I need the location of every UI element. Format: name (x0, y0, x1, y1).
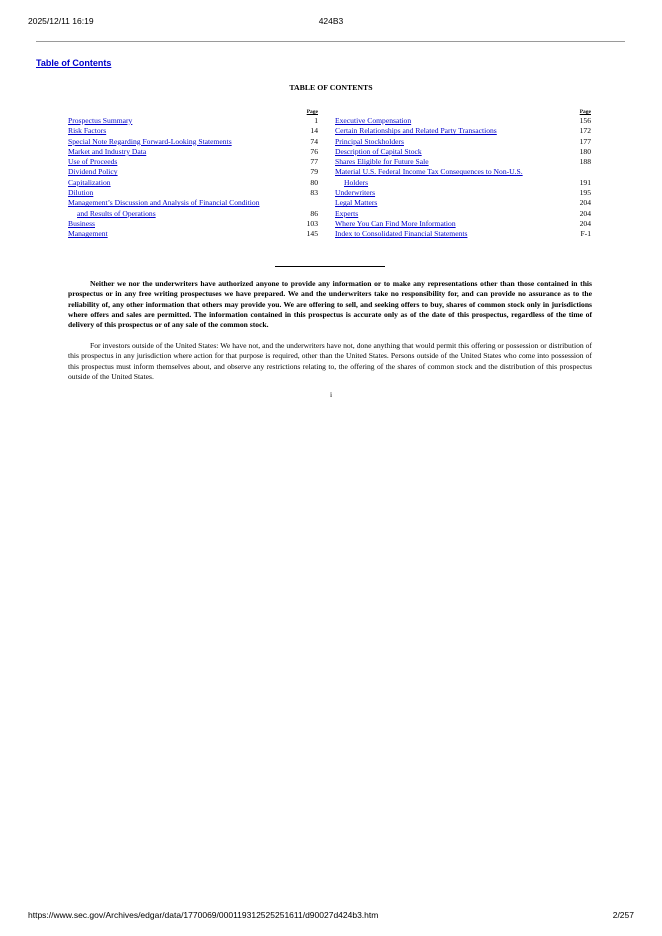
table-of-contents-link[interactable]: Table of Contents (36, 58, 112, 68)
toc-entry-label: Special Note Regarding Forward-Looking Statements (68, 136, 232, 146)
toc-entry (335, 157, 591, 167)
toc-entry-label: Capitalization (68, 177, 111, 187)
toc-entry-link-continued[interactable]: and Results of Operations (77, 208, 156, 218)
toc-entry-page: 83 (310, 188, 318, 198)
page-number: i (329, 390, 333, 399)
toc-entry-label: Dilution (68, 188, 94, 198)
toc-entry (335, 126, 591, 136)
toc-entry-page: 74 (310, 136, 318, 146)
print-url: https://www.sec.gov/Archives/edgar/data/1770069/000119312525251611/d90027d424b3.htm (28, 910, 379, 920)
toc-entry-link[interactable] (335, 198, 377, 207)
toc-entry (335, 219, 591, 229)
toc-entry-label: Description of Capital Stock (335, 146, 422, 156)
toc-entry-label: Material U.S. Federal Income Tax Consequences to Non-U.S. (335, 167, 523, 177)
print-datetime: 2025/12/11 16:19 (28, 16, 94, 26)
toc-entry-label: Index to Consolidated Financial Statements (335, 229, 468, 239)
toc-entry-label: Risk Factors (68, 126, 107, 136)
toc-entry-page: 80 (310, 177, 318, 187)
toc-entry (68, 178, 318, 188)
toc-entry-link[interactable] (335, 219, 456, 228)
toc-heading: TABLE OF CONTENTS (289, 83, 373, 92)
toc-entry (335, 167, 591, 188)
toc-entry (335, 209, 591, 219)
top-divider (36, 41, 625, 42)
toc-entry-link[interactable] (68, 178, 111, 187)
toc-entry-link[interactable] (335, 157, 429, 166)
toc-entry-link[interactable] (68, 147, 146, 156)
toc-entry-link[interactable] (335, 126, 497, 135)
toc-entry (335, 198, 591, 208)
toc-entry-page: 79 (310, 167, 318, 177)
toc-entry-page: 204 (579, 218, 591, 228)
toc-entry-page: 145 (306, 229, 318, 239)
print-doc-title: 424B3 (318, 16, 344, 26)
toc-entry (335, 147, 591, 157)
toc-entry-page: 191 (579, 177, 591, 187)
toc-entry-link[interactable] (335, 137, 404, 146)
toc-left-column (68, 108, 318, 240)
toc-entry-page: 180 (579, 146, 591, 156)
toc-entry-label: Legal Matters (335, 198, 378, 208)
toc-entry (335, 137, 591, 147)
toc-entry (335, 188, 591, 198)
toc-entry-page: 76 (310, 146, 318, 156)
toc-entry-link[interactable] (68, 229, 108, 238)
toc-entry-page: 172 (579, 126, 591, 136)
investors-outside-us-paragraph: For investors outside of the United States: We have not, and the underwriters have not, done anything that would permit this offering or possession or distribution of this prospectus in any jurisdiction where action for that purpose is required, other than the United States. Persons outside of the United States who come into possession of this prospectus must inform themselves about, and observe any restrictions relating to, the offering of the shares of common stock and the distribution of this prospectus outside of the United States. (68, 341, 592, 381)
toc-entry (68, 198, 318, 219)
section-separator (275, 266, 385, 267)
print-page-count: 2/257 (612, 910, 634, 920)
toc-entry-label: Management’s Discussion and Analysis of Financial Condition (68, 198, 260, 208)
toc-entry (68, 147, 318, 157)
toc-entry-link[interactable] (335, 167, 523, 176)
page-column-heading: Page (306, 109, 318, 115)
toc-entry-label: Where You Can Find More Information (335, 218, 456, 228)
toc-entry-link[interactable] (335, 147, 422, 156)
toc-entry-link[interactable] (68, 116, 132, 125)
toc-entry-label: Principal Stockholders (335, 136, 404, 146)
toc-entry (68, 137, 318, 147)
toc-entry-label: Dividend Policy (68, 167, 118, 177)
toc-entry-link[interactable] (335, 209, 358, 218)
toc-entry-page: 156 (579, 116, 591, 125)
toc-entry-label: Business (68, 218, 96, 228)
toc-entry-page: 204 (579, 198, 591, 208)
toc-entry-page: 195 (579, 188, 591, 198)
toc-entry-link[interactable] (68, 126, 106, 135)
toc-entry-label: Market and Industry Data (68, 146, 147, 156)
disclaimer-paragraph: Neither we nor the underwriters have authorized anyone to provide any information or to make any representations other than those contained in this prospectus or in any free writing prospectuses we have prepared. We and the underwriters take no responsibility for, and can provide no assurance as to the reliability of, any other information that others may provide you. We are offering to sell, and seeking offers to buy, shares of common stock only in jurisdictions where offers and sales are permitted. The information contained in this prospectus is accurate only as of the date of this prospectus, regardless of the time of delivery of this prospectus or of any sale of the common stock. (68, 279, 592, 330)
toc-entry-link[interactable] (68, 188, 93, 197)
print-header (28, 16, 634, 28)
toc-entry-label: Certain Relationships and Related Party Transactions (335, 126, 497, 136)
toc-entry (335, 116, 591, 126)
toc-entry (68, 167, 318, 177)
toc-entry-page: 103 (306, 218, 318, 228)
print-footer (28, 910, 634, 922)
toc-entry-page: 204 (579, 208, 591, 218)
toc-entry-link[interactable] (68, 198, 260, 207)
toc-right-column (335, 108, 591, 240)
toc-entry-page: 14 (310, 126, 318, 136)
toc-entry-page: 1 (314, 116, 318, 125)
toc-entry (335, 229, 591, 239)
toc-entry-link[interactable] (68, 157, 117, 166)
toc-entry-label: Prospectus Summary (68, 116, 133, 125)
toc-entry (68, 157, 318, 167)
toc-entry-link[interactable] (68, 219, 95, 228)
toc-entry-page: F-1 (580, 229, 591, 239)
toc-entry (68, 219, 318, 229)
page-column-heading: Page (579, 109, 591, 115)
toc-entry-page: 177 (579, 136, 591, 146)
toc-entry-link[interactable] (68, 137, 232, 146)
toc-entry-link[interactable] (335, 116, 411, 125)
toc-entry-link[interactable] (335, 229, 467, 238)
toc-entry (68, 229, 318, 239)
toc-entry (68, 116, 318, 126)
toc-entry-link[interactable] (68, 167, 118, 176)
toc-entry-label: Executive Compensation (335, 116, 412, 125)
toc-entry-link[interactable] (335, 188, 375, 197)
toc-entry-page: 188 (579, 157, 591, 167)
toc-entry-page: 86 (310, 208, 318, 218)
toc-entry-label: Underwriters (335, 188, 376, 198)
toc-entry-label: Shares Eligible for Future Sale (335, 157, 429, 167)
toc-entry-label: Experts (335, 208, 359, 218)
toc-entry (68, 126, 318, 136)
toc-entry-link-continued[interactable]: Holders (344, 177, 369, 187)
toc-entry-page: 77 (310, 157, 318, 167)
toc-entry-label: Use of Proceeds (68, 157, 118, 167)
toc-entry-label: Management (68, 229, 108, 239)
toc-entry (68, 188, 318, 198)
